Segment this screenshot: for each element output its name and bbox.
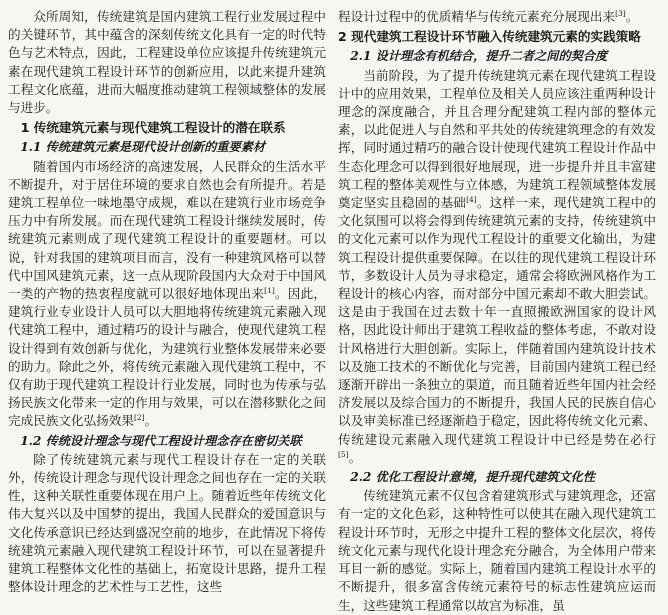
subsection-2-1-paragraph [338,67,656,467]
left-column [8,8,326,599]
paragraph-text: 。因此，建筑行业专业设计人员可以大胆地将传统建筑元素融入现代建筑工程中，通过精巧的设计与融合，使现代建筑工程设计得到有效创新与优化，为建筑行业整体发展带来必要的助力。除此之外，将传统元素融入现代建筑工程中，不仅有助于现代建筑工程设计行业发展，同时也为传承与弘扬民族文化带来一定的作用与效果，可以在潜移默化之间完成民族文化弘扬效果 [8,286,327,429]
subsection-2-2-heading: 2.2 优化工程设计意境，提升现代建筑文化性 [350,470,596,485]
paragraph-text: 随着国内市场经济的高速发展，人民群众的生活水平不断提升，对于居住环境的要求自然也会有所提升。若是建筑工程单位一味地墨守成规，难以在建筑行业市场竞争压力中有所发展。而在现代建筑工程设计继续发展时，传统建筑元素则成了现代建筑工程设计的重要题材。可以说，针对我国的建筑项目而言，没有一种建筑风格可以替代中国风建筑元素，这一点从现阶段国内大众对于中国风一类的产物的热衷程度就可以很好地体现出来 [8,158,326,302]
right-column [338,8,657,613]
subsection-2-2-paragraph: 传统建筑元素不仅包含着建筑形式与建筑理念，还富有一定的文化色彩，这种特性可以使其在融入现代建筑工程设计环节时，无形之中提升工程的整体文化层次，将传统文化元素与现代化设计理念充分融合，为全体用户带来耳目一新的感觉。实际上，随着国内建筑工程设计水平的不断提升，很多富含传统元素符号的标志性建筑应运而生，这些建筑工程通常以故宫为标准，虽 [338,488,656,613]
paragraph-text: 程设计过程中的优质精华与传统元素充分展现出来 [338,9,616,24]
section-1-heading: 1 传统建筑元素与现代建筑工程设计的潜在联系 [20,120,286,136]
citation-3: [3] [615,8,626,18]
section-2-heading: 2 现代建筑工程设计环节融入传统建筑元素的实践策略 [338,29,641,45]
subsection-2-1-heading: 2.1 设计理念有机结合，提升二者之间的契合度 [350,49,608,64]
citation-5: [5] [338,449,349,459]
intro-paragraph: 众所周知，传统建筑是国内建筑工程行业发展过程中的关键环节，其中蕴含的深刻传统文化具有一定的时代特色与艺术特点，因此，工程建设单位应该提升传统建筑元素在现代建筑工程设计环节的创新应用，以此来提升建筑工程文化底蕴，进而大幅度推动建筑工程领域整体的发展与进步。 [8,9,326,116]
paragraph-text: 。 [144,413,158,429]
citation-2: [2] [133,413,145,423]
citation-1: [1] [264,285,275,295]
subsection-1-2-heading: 1.2 传统设计理念与现代工程设计理念存在密切关联 [20,433,302,448]
subsection-1-1-paragraph [8,158,326,431]
paragraph-text: 。 [625,9,639,24]
subsection-1-1-heading: 1.1 传统建筑元素是现代设计创新的重要素材 [20,140,266,155]
paragraph-text: 。这样一来，现代建筑工程中的文化氛围可以将会得到传统建筑元素的支持，传统建筑中的文化元素可以作为现代工程设计的重要文化输出，为建筑工程设计提供重要保障。在以往的现代建筑工程设计环节，多数设计人员为寻求稳定，通常会将欧洲风格作为工程设计的核心内容，而对部分中国元素却不敢大胆尝试。这是由于我国在过去数十年一直照搬欧洲国家的设计风格，因此设计师出于建筑工程收益的整体考虑，不敢对设计风格进行大胆创新。实际上，伴随着国内建筑设计技术以及施工技术的不断优化与完善，目前国内建筑工程已经逐渐开辟出一条独立的渠道，而且随着近些年国内社会经济发展以及综合国力的不断提升，我国人民的民族自信心以及审美标准已经逐渐趋于稳定，因此将传统文化元素、传统建设元素融入现代建筑工程设计中已经是势在必行 [338,195,657,447]
subsection-1-2-paragraph: 除了传统建筑元素与现代工程设计存在一定的关联外，传统设计理念与现代设计理念之间也存在一定的关联性，这种关联性重要体现在用户上。随着近些年传统文化伟大复兴以及中国梦的提出，我国人民群众的爱国意识与文化传承意识已经达到盛况空前的地步，在此情况下将传统建筑元素融入现代建筑工程设计环节，可以在显著提升建筑工程整体文化性的基础上，拓宽设计思路，提升工程整体设计理念的艺术性与工艺性，这些 [8,451,326,595]
paragraph-text: 当前阶段，为了提升传统建筑元素在现代建筑工程设计中的应用效果，工程单位及相关人员应该注重两种设计理念的深度融合，并且合理分配建筑工程内部的整体元素，以此促进人与自然和平共处的传统建筑理念的有效发挥，同时通过精巧的融合设计使现代建筑工程设计作品中生态化理念可以得到很好地展现，进一步提升并且丰富建筑工程的整体美观性与立体感，为建筑工程领域整体发展奠定坚实且稳固的基础 [338,67,656,211]
paragraph-text: 。 [348,449,362,465]
continued-paragraph [338,8,656,26]
citation-4: [4] [466,194,477,204]
